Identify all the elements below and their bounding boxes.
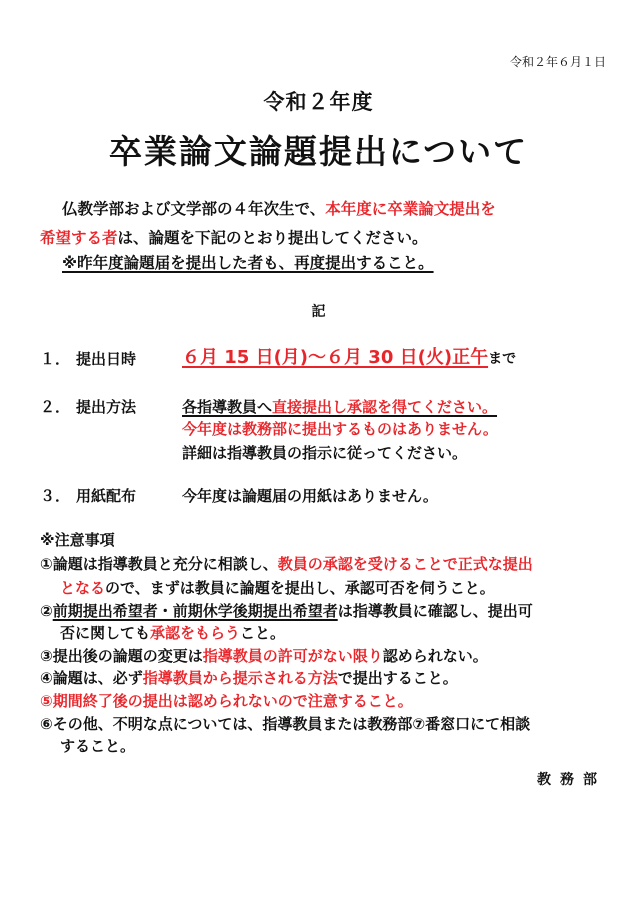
item-number: ３． — [40, 487, 71, 505]
intro-note: ※昨年度論題届を提出した者も、再度提出すること。 — [62, 254, 434, 272]
intro-text: は、論題を下記のとおり提出してください。 — [117, 229, 428, 247]
note-text: ③提出後の論題の変更は — [40, 647, 203, 665]
note-underlined: 前期提出希望者・前期休学後期提出希望者 — [52, 602, 338, 620]
issuing-office: 教務部 — [537, 772, 606, 788]
submission-method-line-2: 今年度は教務部に提出するものはありません。 — [182, 420, 498, 438]
note-text: 否に関しても — [60, 624, 151, 642]
intro-line-2 — [40, 226, 428, 248]
submission-method-line-1 — [182, 396, 497, 417]
intro-emphasis: 本年度に卒業論文提出を — [325, 200, 496, 218]
year-heading: 令和２年度 — [263, 90, 374, 114]
intro-line-1 — [62, 197, 496, 219]
ki-heading: 記 — [311, 304, 326, 320]
item-label: 提出方法 — [76, 398, 137, 416]
submission-period-suffix: まで — [488, 351, 517, 367]
note-text: ④論題は、必ず — [40, 669, 143, 687]
submission-method-line-3: 詳細は指導教員の指示に従ってください。 — [182, 444, 468, 462]
note-3 — [40, 645, 488, 666]
item-label: 用紙配布 — [76, 487, 137, 505]
note-5: ⑤期間終了後の提出は認められないので注意すること。 — [40, 692, 413, 710]
note-text: ② — [40, 602, 53, 620]
item-label: 提出日時 — [76, 350, 137, 368]
note-1-line-1 — [40, 553, 533, 574]
document-date: 令和２年６月１日 — [509, 55, 606, 69]
note-emphasis: となる — [60, 579, 106, 597]
item-number: １． — [40, 350, 71, 368]
item-number: ２． — [40, 398, 71, 416]
note-6-line-1: ⑥その他、不明な点については、指導教員または教務部⑦番窓口にて相談 — [40, 715, 531, 733]
note-emphasis: 教員の承認を受けることで正式な提出 — [277, 555, 533, 573]
notes-heading: ※注意事項 — [40, 531, 115, 549]
page-title: 卒業論文論題提出について — [108, 132, 529, 171]
submission-period — [182, 343, 516, 369]
method-emphasis: 直接提出し承認を得てください。 — [272, 398, 498, 416]
note-6-line-2: すること。 — [60, 737, 136, 755]
note-1-line-2 — [60, 577, 495, 598]
note-emphasis: 指導教員の許可がない限り — [202, 647, 383, 665]
note-text: 認められない。 — [382, 647, 488, 665]
note-text: は指導教員に確認し、提出可 — [337, 602, 533, 620]
form-distribution: 今年度は論題届の用紙はありません。 — [182, 487, 438, 505]
intro-text: 仏教学部および文学部の４年次生で、 — [62, 200, 326, 218]
note-4 — [40, 667, 458, 688]
note-text: こと。 — [240, 624, 286, 642]
intro-emphasis: 希望する者 — [40, 229, 118, 247]
note-text: ①論題は指導教員と充分に相談し、 — [40, 555, 278, 573]
note-text: ので、まずは教員に論題を提出し、承認可否を伺うこと。 — [105, 579, 495, 597]
note-emphasis: 指導教員から提示される方法 — [142, 669, 338, 687]
submission-period-value: ６月 15 日(月)～６月 30 日(火)正午 — [182, 347, 489, 368]
note-text: で提出すること。 — [337, 669, 458, 687]
note-2-line-2 — [60, 622, 285, 643]
note-2-line-1 — [40, 600, 533, 621]
note-emphasis: 承認をもらう — [150, 624, 241, 642]
method-text: 各指導教員へ — [182, 398, 273, 416]
